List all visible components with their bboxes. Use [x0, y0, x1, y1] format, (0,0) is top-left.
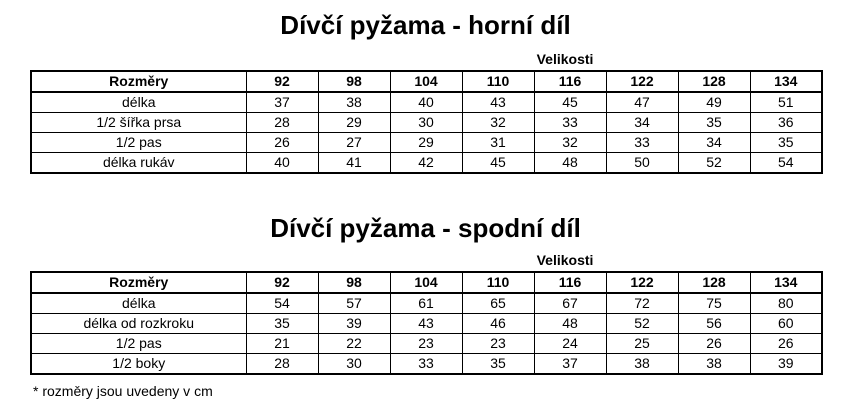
- table-header-row: [31, 71, 822, 92]
- table-header-row: [31, 272, 822, 293]
- table-cell: 21: [246, 334, 318, 354]
- table-cell: 65: [462, 293, 534, 314]
- table-cell: 29: [318, 113, 390, 133]
- row-label: délka od rozkroku: [31, 314, 246, 334]
- table-cell: 36: [750, 113, 822, 133]
- top-part-size-table: [30, 70, 823, 174]
- column-header-size: 110: [462, 272, 534, 293]
- table-cell: 33: [390, 354, 462, 375]
- table-cell: 45: [534, 92, 606, 113]
- table-cell: 29: [390, 133, 462, 153]
- table-cell: 26: [246, 133, 318, 153]
- table-cell: 28: [246, 354, 318, 375]
- table-cell: 43: [390, 314, 462, 334]
- column-header-size: 134: [750, 272, 822, 293]
- table-cell: 39: [318, 314, 390, 334]
- table-cell: 46: [462, 314, 534, 334]
- row-label: 1/2 boky: [31, 354, 246, 375]
- column-header-size: 128: [678, 272, 750, 293]
- table-cell: 23: [462, 334, 534, 354]
- table-cell: 41: [318, 153, 390, 174]
- top-part-title: Dívčí pyžama - horní díl: [280, 10, 571, 40]
- row-label: délka: [31, 293, 246, 314]
- row-label: 1/2 šířka prsa: [31, 113, 246, 133]
- table-cell: 32: [462, 113, 534, 133]
- table-cell: 40: [246, 153, 318, 174]
- column-header-measurements: Rozměry: [31, 272, 246, 293]
- table-cell: 33: [606, 133, 678, 153]
- table-cell: 38: [606, 354, 678, 375]
- table-cell: 26: [678, 334, 750, 354]
- column-header-size: 104: [390, 272, 462, 293]
- table-cell: 34: [678, 133, 750, 153]
- table-cell: 34: [606, 113, 678, 133]
- table-cell: 38: [318, 92, 390, 113]
- column-header-size: 104: [390, 71, 462, 92]
- table-row: [31, 133, 822, 153]
- table-cell: 56: [678, 314, 750, 334]
- table-cell: 38: [678, 354, 750, 375]
- table-cell: 51: [750, 92, 822, 113]
- column-header-size: 92: [246, 71, 318, 92]
- column-header-size: 116: [534, 71, 606, 92]
- table-cell: 57: [318, 293, 390, 314]
- table-cell: 52: [678, 153, 750, 174]
- table-cell: 30: [390, 113, 462, 133]
- table-cell: 67: [534, 293, 606, 314]
- table-cell: 80: [750, 293, 822, 314]
- table-cell: 30: [318, 354, 390, 375]
- table-cell: 32: [534, 133, 606, 153]
- bottom-part-size-table: [30, 271, 823, 375]
- table-row: [31, 113, 822, 133]
- table-cell: 37: [534, 354, 606, 375]
- column-header-size: 134: [750, 71, 822, 92]
- table-cell: 24: [534, 334, 606, 354]
- table-cell: 28: [246, 113, 318, 133]
- table-row: [31, 354, 822, 375]
- table-cell: 39: [750, 354, 822, 375]
- table-cell: 31: [462, 133, 534, 153]
- table-cell: 47: [606, 92, 678, 113]
- table-cell: 33: [534, 113, 606, 133]
- table-row: [31, 153, 822, 174]
- table-cell: 35: [750, 133, 822, 153]
- column-header-size: 128: [678, 71, 750, 92]
- table-cell: 25: [606, 334, 678, 354]
- table-cell: 52: [606, 314, 678, 334]
- table-cell: 26: [750, 334, 822, 354]
- table-cell: 49: [678, 92, 750, 113]
- table-cell: 72: [606, 293, 678, 314]
- row-label: 1/2 pas: [31, 334, 246, 354]
- column-header-measurements: Rozměry: [31, 71, 246, 92]
- table-cell: 35: [462, 354, 534, 375]
- table-cell: 61: [390, 293, 462, 314]
- table-row: [31, 293, 822, 314]
- table-cell: 35: [246, 314, 318, 334]
- column-header-size: 122: [606, 272, 678, 293]
- units-footnote: * rozměry jsou uvedeny v cm: [33, 383, 213, 399]
- column-header-size: 122: [606, 71, 678, 92]
- table-cell: 54: [246, 293, 318, 314]
- table-cell: 54: [750, 153, 822, 174]
- table-cell: 42: [390, 153, 462, 174]
- table-row: [31, 314, 822, 334]
- table-cell: 23: [390, 334, 462, 354]
- column-header-size: 110: [462, 71, 534, 92]
- table-cell: 27: [318, 133, 390, 153]
- bottom-part-title: Dívčí pyžama - spodní díl: [270, 213, 581, 243]
- table-cell: 40: [390, 92, 462, 113]
- table-cell: 43: [462, 92, 534, 113]
- column-header-size: 98: [318, 272, 390, 293]
- table-cell: 48: [534, 153, 606, 174]
- table-row: [31, 92, 822, 113]
- sizes-group-label: Velikosti: [536, 51, 594, 67]
- column-header-size: 116: [534, 272, 606, 293]
- row-label: 1/2 pas: [31, 133, 246, 153]
- column-header-size: 98: [318, 71, 390, 92]
- row-label: délka: [31, 92, 246, 113]
- column-header-size: 92: [246, 272, 318, 293]
- sizes-group-label: Velikosti: [536, 252, 594, 268]
- table-cell: 35: [678, 113, 750, 133]
- table-row: [31, 334, 822, 354]
- table-cell: 22: [318, 334, 390, 354]
- table-cell: 50: [606, 153, 678, 174]
- table-cell: 75: [678, 293, 750, 314]
- row-label: délka rukáv: [31, 153, 246, 174]
- table-cell: 45: [462, 153, 534, 174]
- table-cell: 37: [246, 92, 318, 113]
- table-cell: 60: [750, 314, 822, 334]
- table-cell: 48: [534, 314, 606, 334]
